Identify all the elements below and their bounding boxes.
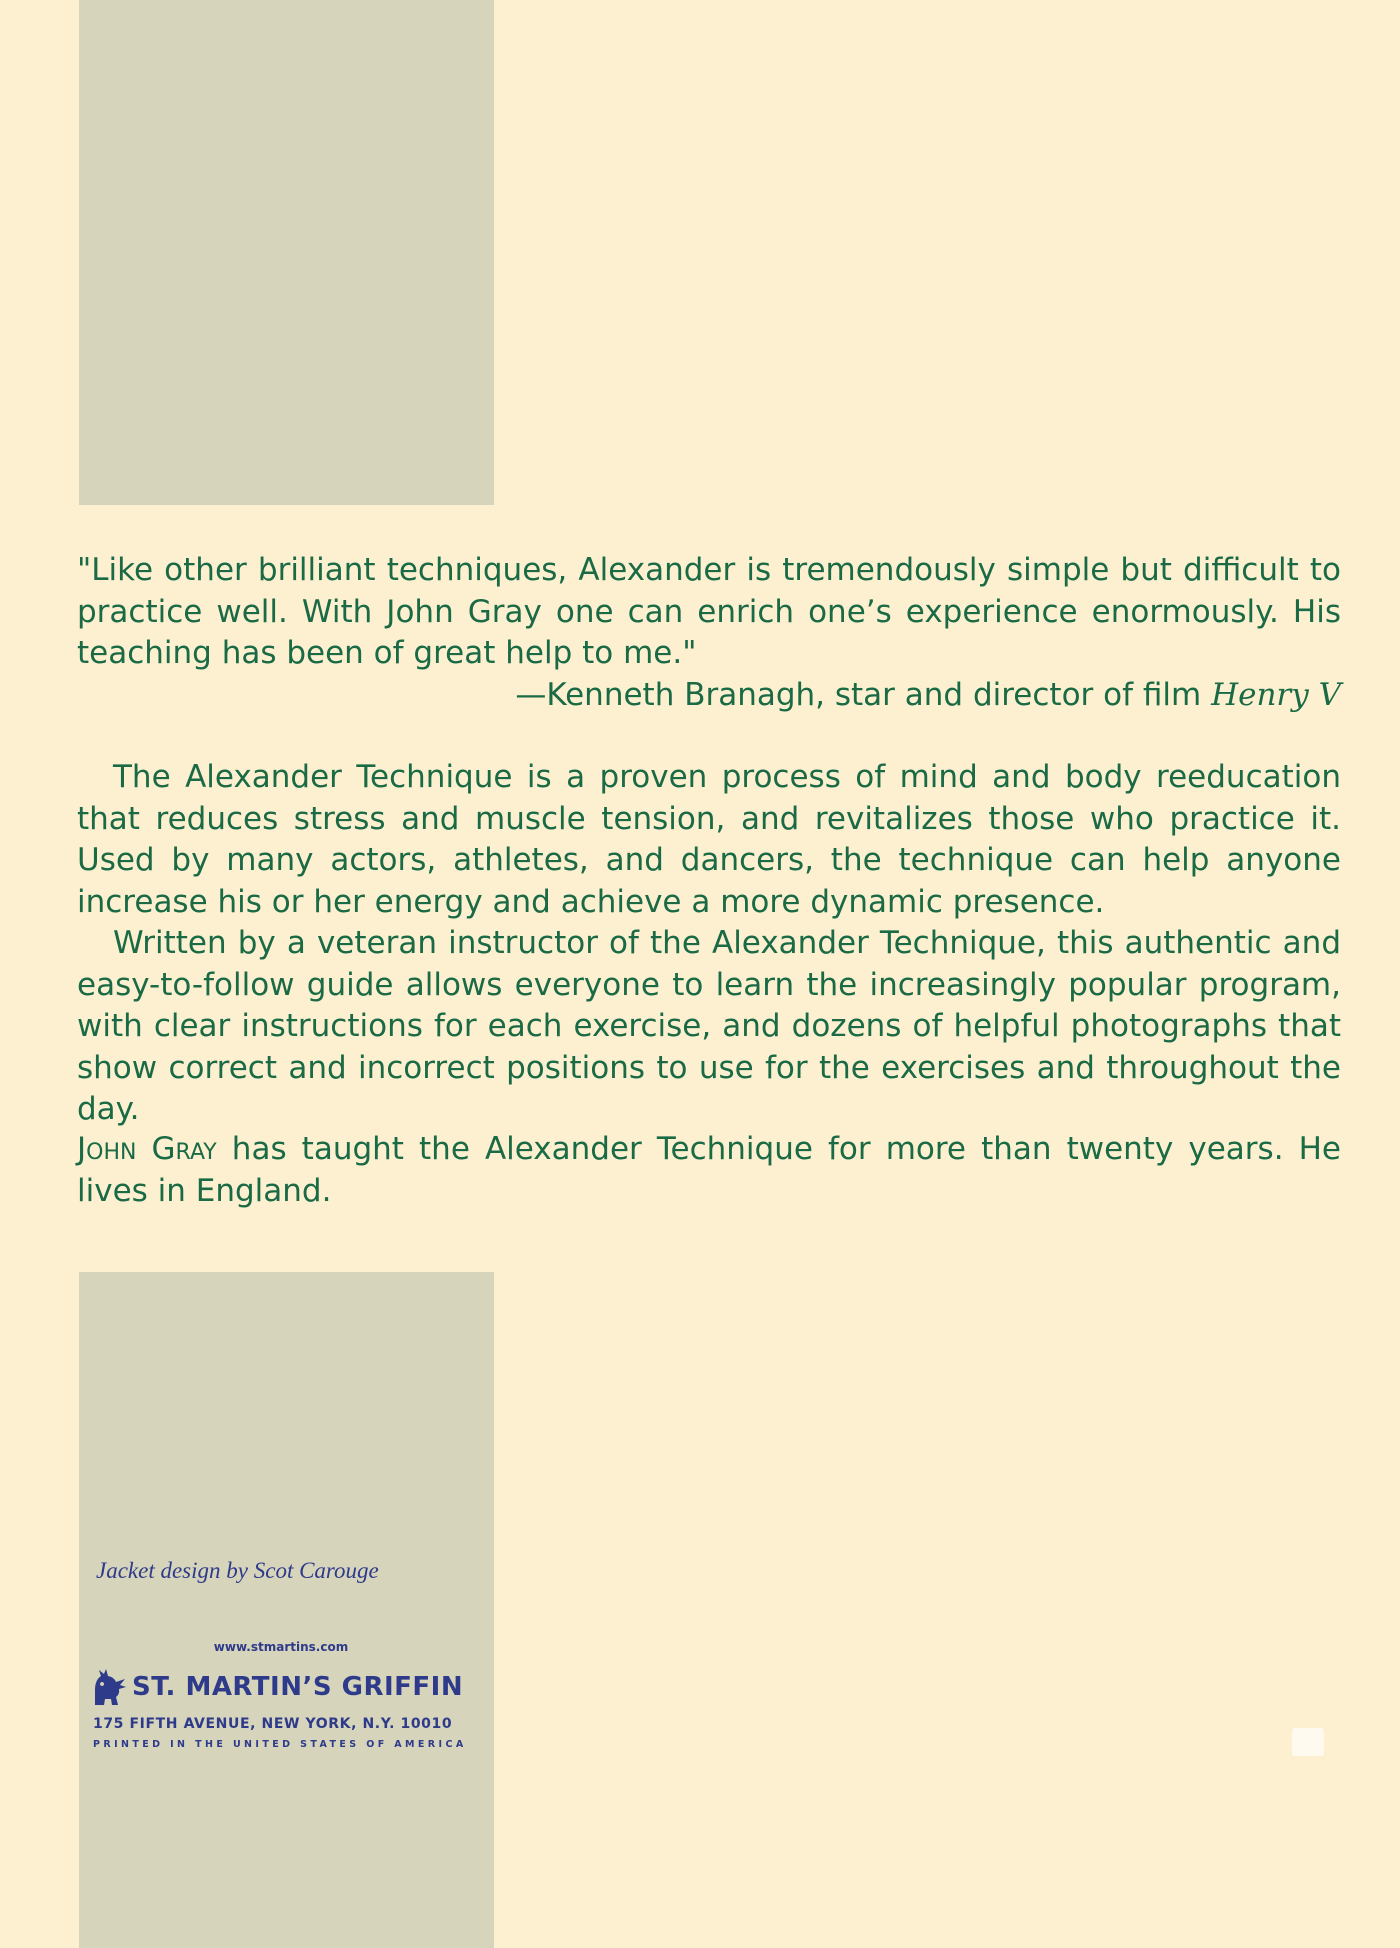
- quote-text: "Like other brilliant techniques, Alexander is tremendously simple but difficult to practice well. With John Gray one can enrich one’s experience enormously. His teaching has been of great help to me.": [77, 552, 1341, 671]
- bottom-gray-panel: [79, 1272, 494, 1948]
- description: [77, 757, 1341, 1131]
- bio-text: has taught the Alexander Technique for more than twenty years. He lives in England.: [77, 1131, 1341, 1209]
- printed-in: PRINTED IN THE UNITED STATES OF AMERICA: [93, 1739, 467, 1750]
- griffin-icon: [92, 1668, 128, 1706]
- top-gray-panel: [79, 0, 494, 505]
- author-bio: [77, 1129, 1341, 1212]
- publisher-url: www.stmartins.com: [213, 1640, 349, 1654]
- publisher-address: 175 FIFTH AVENUE, NEW YORK, N.Y. 10010: [93, 1716, 453, 1732]
- publisher-logo: [92, 1668, 463, 1706]
- publisher-name: ST. MARTIN’S GRIFFIN: [132, 1672, 464, 1702]
- description-paragraph-2: Written by a veteran instructor of the Alexander Technique, this authentic and easy-to-follow guide allows everyone to learn the increasingly popular program, with clear instructions for each exercise, and dozens of helpful photographs that show correct and incorrect positions to use for the exercises and throughout the day.: [77, 925, 1341, 1127]
- jacket-design-credit: Jacket design by Scot Carouge: [96, 1558, 379, 1583]
- attribution-text: —Kenneth Branagh, star and director of film: [515, 676, 1212, 713]
- endorsement-quote: [77, 550, 1341, 716]
- quote-attribution: [77, 675, 1341, 717]
- description-paragraph-1: The Alexander Technique is a proven process of mind and body reeducation that reduces stress and muscle tension, and revitalizes those who practice it. Used by many actors, athletes, and dancers, the technique can help anyone increase his or her energy and achieve a more dynamic presence.: [77, 759, 1341, 920]
- author-name: John Gray: [77, 1131, 217, 1167]
- film-title: Henry V: [1211, 676, 1341, 713]
- white-mark: [1292, 1728, 1324, 1756]
